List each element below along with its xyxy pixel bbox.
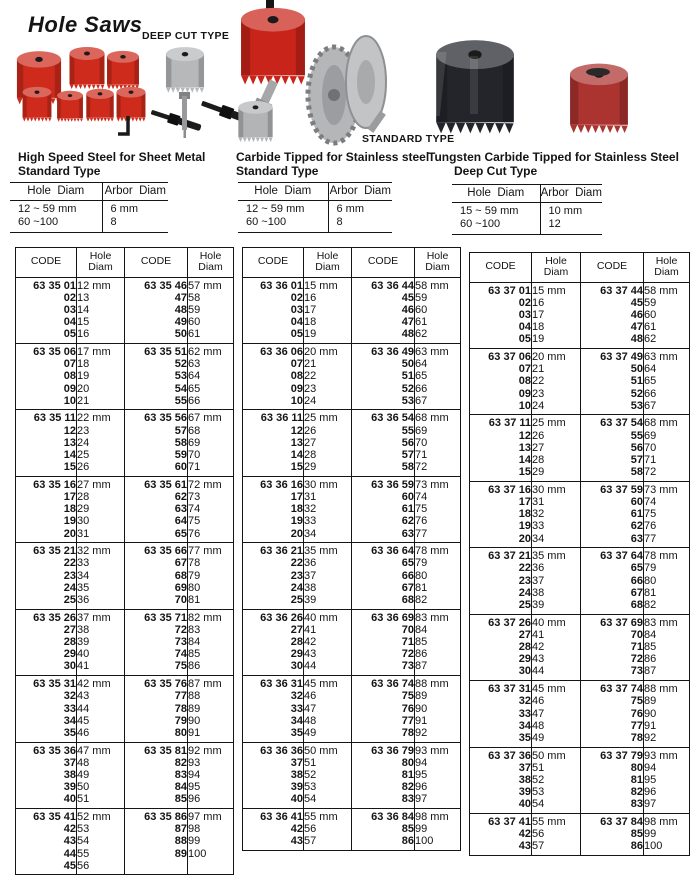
code-cell: 63 36 49 50 51 52 53 [352, 343, 415, 409]
code-group-row [16, 809, 234, 875]
hole-diam-cell: 55 mm 56 57 [304, 809, 352, 851]
code-cell: 63 35 71 72 73 74 75 [125, 609, 188, 675]
hole-diam-cell: 35 mm 36 37 38 39 [304, 543, 352, 609]
spec-table-high-speed-steel [10, 182, 168, 233]
code-cell: 63 36 41 42 43 [243, 809, 304, 851]
column-header-hole-diam: Hole Diam [532, 253, 581, 283]
code-cell: 63 35 46 47 48 49 50 [125, 277, 188, 343]
code-cell: 63 35 56 57 58 59 60 [125, 410, 188, 476]
spec-hole-range-cell: 12 ~ 59 mm 60 ~100 [18, 203, 77, 228]
hole-diam-cell: 45 mm 46 47 48 49 [304, 676, 352, 742]
hole-diam-cell: 77 mm 78 79 80 81 [188, 543, 234, 609]
hole-diam-cell: 78 mm 79 80 81 82 [644, 548, 690, 614]
code-group-row [16, 543, 234, 609]
column-header-hole-diam: Hole Diam [644, 253, 690, 283]
code-cell: 63 35 06 07 08 09 10 [16, 343, 77, 409]
hole-diam-cell: 50 mm 51 52 53 54 [304, 742, 352, 808]
spec-header-arbor-diam: Arbor Diam [102, 183, 168, 201]
code-cell: 63 36 84 85 86 [352, 809, 415, 851]
spec-header-arbor-diam: Arbor Diam [328, 183, 392, 201]
spec-hole-range-cell: 12 ~ 59 mm 60 ~100 [246, 203, 305, 228]
code-group-row [16, 742, 234, 808]
spec-table-carbide-tipped [238, 182, 392, 233]
hole-diam-cell: 88 mm 89 90 91 92 [415, 676, 461, 742]
code-cell: 63 37 36 37 38 39 40 [470, 747, 532, 813]
hole-diam-cell: 68 mm 69 70 71 72 [415, 410, 461, 476]
code-cell: 63 37 21 22 23 24 25 [470, 548, 532, 614]
code-table-block-2 [242, 247, 461, 851]
code-group-row [470, 348, 690, 414]
code-group-row [16, 277, 234, 343]
main-code-table [15, 247, 699, 875]
hole-saw-set-photo [17, 47, 146, 122]
spec-table-tungsten-carbide [452, 184, 602, 235]
hole-diam-cell: 45 mm 46 47 48 49 [532, 681, 581, 747]
dark-red-hole-saw-photo [570, 64, 628, 133]
code-cell: 63 37 59 60 61 62 63 [581, 481, 644, 547]
code-group-row [16, 676, 234, 742]
code-cell: 63 36 69 70 71 72 73 [352, 609, 415, 675]
column-header-hole-diam: Hole Diam [188, 248, 234, 278]
hole-diam-cell: 98 mm 99 100 [644, 814, 690, 856]
code-group-row [16, 410, 234, 476]
code-cell: 63 35 66 67 68 69 70 [125, 543, 188, 609]
hole-diam-cell: 50 mm 51 52 53 54 [532, 747, 581, 813]
spec-header-hole-diam: Hole Diam [452, 185, 540, 203]
column-header-hole-diam: Hole Diam [77, 248, 125, 278]
column-header-code: CODE [243, 248, 304, 278]
hole-diam-cell: 25 mm 26 27 28 29 [532, 415, 581, 481]
column-header-hole-diam: Hole Diam [415, 248, 461, 278]
code-cell: 63 36 16 17 18 19 20 [243, 476, 304, 542]
code-cell: 63 36 26 27 28 29 30 [243, 609, 304, 675]
code-group-row [243, 277, 461, 343]
code-cell: 63 36 79 80 81 82 83 [352, 742, 415, 808]
code-cell: 63 37 31 32 33 34 35 [470, 681, 532, 747]
code-group-row [243, 543, 461, 609]
hole-diam-cell: 47 mm 48 49 50 51 [77, 742, 125, 808]
section-tungsten-carbide [428, 150, 679, 235]
section-title-line1: Tungsten Carbide Tipped for Stainless Steel [428, 150, 679, 164]
hole-diam-cell: 62 mm 63 64 65 66 [188, 343, 234, 409]
code-cell: 63 36 21 22 23 24 25 [243, 543, 304, 609]
code-cell: 63 35 41 42 43 44 45 [16, 809, 77, 875]
code-cell: 63 37 16 17 18 19 20 [470, 481, 532, 547]
code-cell: 63 37 64 65 66 67 68 [581, 548, 644, 614]
code-group-row [470, 282, 690, 348]
code-cell: 63 35 76 77 78 79 80 [125, 676, 188, 742]
hole-diam-cell: 40 mm 41 42 43 44 [304, 609, 352, 675]
code-cell: 63 37 69 70 71 72 73 [581, 614, 644, 680]
hole-diam-cell: 35 mm 36 37 38 39 [532, 548, 581, 614]
hole-diam-cell: 30 mm 31 32 33 34 [532, 481, 581, 547]
code-group-row [470, 681, 690, 747]
code-cell: 63 35 81 82 83 84 85 [125, 742, 188, 808]
code-cell: 63 36 74 75 76 77 78 [352, 676, 415, 742]
code-cell: 63 36 11 12 13 14 15 [243, 410, 304, 476]
hole-diam-cell: 40 mm 41 42 43 44 [532, 614, 581, 680]
hole-diam-cell: 82 mm 83 84 85 86 [188, 609, 234, 675]
code-cell: 63 35 36 37 38 39 40 [16, 742, 77, 808]
column-header-hole-diam: Hole Diam [304, 248, 352, 278]
code-group-row [470, 415, 690, 481]
hole-diam-cell: 73 mm 74 75 76 77 [644, 481, 690, 547]
hole-diam-cell: 52 mm 53 54 55 56 [77, 809, 125, 875]
spec-hole-range-cell: 15 ~ 59 mm 60 ~100 [460, 205, 519, 230]
code-group-row [16, 343, 234, 409]
hole-diam-cell: 57 mm 58 59 60 61 [188, 277, 234, 343]
code-cell: 63 37 11 12 13 14 15 [470, 415, 532, 481]
hole-diam-cell: 20 mm 21 22 23 24 [304, 343, 352, 409]
code-group-row [470, 548, 690, 614]
code-cell: 63 37 01 02 03 04 05 [470, 282, 532, 348]
hole-diam-cell: 15 mm 16 17 18 19 [304, 277, 352, 343]
hole-diam-cell: 88 mm 89 90 91 92 [644, 681, 690, 747]
section-title-line2: Standard Type [236, 164, 319, 178]
hole-diam-cell: 78 mm 79 80 81 82 [415, 543, 461, 609]
column-header-code: CODE [352, 248, 415, 278]
section-title [236, 150, 429, 178]
hole-diam-cell: 63 mm 64 65 66 67 [415, 343, 461, 409]
hole-diam-cell: 22 mm 23 24 25 26 [77, 410, 125, 476]
code-group-row [470, 747, 690, 813]
hole-diam-cell: 98 mm 99 100 [415, 809, 461, 851]
hole-diam-cell: 55 mm 56 57 [532, 814, 581, 856]
spec-header-hole-diam: Hole Diam [10, 183, 102, 201]
code-cell: 63 36 06 07 08 09 10 [243, 343, 304, 409]
code-cell: 63 36 31 32 33 34 35 [243, 676, 304, 742]
hole-diam-cell: 63 mm 64 65 66 67 [644, 348, 690, 414]
standard-type-label: STANDARD TYPE [362, 133, 455, 145]
hole-diam-cell: 15 mm 16 17 18 19 [532, 282, 581, 348]
hole-diam-cell: 93 mm 94 95 96 97 [415, 742, 461, 808]
code-cell: 63 37 74 75 76 77 78 [581, 681, 644, 747]
code-cell: 63 37 44 45 46 47 48 [581, 282, 644, 348]
code-cell: 63 37 06 07 08 09 10 [470, 348, 532, 414]
code-group-row [470, 614, 690, 680]
code-table-block-1 [15, 247, 234, 875]
spec-arbor-cell: 10 mm 12 [540, 203, 602, 235]
section-high-speed-steel [10, 150, 205, 233]
hole-diam-cell: 20 mm 21 22 23 24 [532, 348, 581, 414]
code-cell: 63 35 51 52 53 54 55 [125, 343, 188, 409]
code-cell: 63 37 54 55 56 57 58 [581, 415, 644, 481]
section-title-line1: Carbide Tipped for Stainless steel [236, 150, 430, 164]
hole-diam-cell: 67 mm 68 69 70 71 [188, 410, 234, 476]
code-cell: 63 35 21 22 23 24 25 [16, 543, 77, 609]
code-cell: 63 37 41 42 43 [470, 814, 532, 856]
section-title [428, 150, 679, 178]
spec-arbor-cell: 6 mm 8 [102, 201, 168, 233]
spec-arbor-cell: 6 mm 8 [328, 201, 392, 233]
hole-diam-cell: 12 mm 13 14 15 16 [77, 277, 125, 343]
code-group-row [16, 476, 234, 542]
code-group-row [470, 481, 690, 547]
hole-diam-cell: 73 mm 74 75 76 77 [415, 476, 461, 542]
code-group-row [16, 609, 234, 675]
hole-diam-cell: 25 mm 26 27 28 29 [304, 410, 352, 476]
code-cell: 63 36 36 37 38 39 40 [243, 742, 304, 808]
spec-header-arbor-diam: Arbor Diam [540, 185, 602, 203]
column-header-code: CODE [581, 253, 644, 283]
column-header-code: CODE [16, 248, 77, 278]
hole-diam-cell: 27 mm 28 29 30 31 [77, 476, 125, 542]
code-cell: 63 37 49 50 51 52 53 [581, 348, 644, 414]
code-group-row [243, 742, 461, 808]
hole-diam-cell: 58 mm 59 60 61 62 [415, 277, 461, 343]
code-group-row [243, 410, 461, 476]
section-carbide-tipped [234, 150, 429, 233]
section-title-line2: Standard Type [18, 164, 101, 178]
code-cell: 63 36 64 65 66 67 68 [352, 543, 415, 609]
hole-diam-cell: 30 mm 31 32 33 34 [304, 476, 352, 542]
page-title: Hole Saws [28, 12, 143, 37]
code-cell: 63 35 86 87 88 89 [125, 809, 188, 875]
hole-diam-cell: 97 mm 98 99 100 [188, 809, 234, 875]
code-group-row [243, 343, 461, 409]
code-cell: 63 37 26 27 28 29 30 [470, 614, 532, 680]
code-cell: 63 36 54 55 56 57 58 [352, 410, 415, 476]
hole-diam-cell: 83 mm 84 85 86 87 [415, 609, 461, 675]
code-cell: 63 36 59 60 61 62 63 [352, 476, 415, 542]
code-group-row [243, 676, 461, 742]
code-cell: 63 35 26 27 28 29 30 [16, 609, 77, 675]
hole-diam-cell: 87 mm 88 89 90 91 [188, 676, 234, 742]
code-cell: 63 37 79 80 81 82 83 [581, 747, 644, 813]
code-cell: 63 35 01 02 03 04 05 [16, 277, 77, 343]
code-cell: 63 35 61 62 63 64 65 [125, 476, 188, 542]
photo-area [0, 0, 699, 243]
code-table-block-3 [469, 252, 690, 856]
code-group-row [243, 809, 461, 851]
hole-diam-cell: 83 mm 84 85 86 87 [644, 614, 690, 680]
code-group-row [243, 476, 461, 542]
column-header-code: CODE [125, 248, 188, 278]
code-cell: 63 36 01 02 03 04 05 [243, 277, 304, 343]
section-title-line1: High Speed Steel for Sheet Metal [18, 150, 206, 164]
hole-diam-cell: 32 mm 33 34 35 36 [77, 543, 125, 609]
section-title-line2: Deep Cut Type [454, 164, 538, 178]
code-cell: 63 35 16 17 18 19 20 [16, 476, 77, 542]
code-cell: 63 35 11 12 13 14 15 [16, 410, 77, 476]
red-hole-saw-arbor-photo [241, 0, 305, 85]
black-hole-saw-photo [426, 40, 514, 133]
code-cell: 63 35 31 32 33 34 35 [16, 676, 77, 742]
carbide-tipped-cutter-photo [238, 78, 281, 142]
deep-cut-type-label: DEEP CUT TYPE [142, 30, 230, 42]
code-cell: 63 37 84 85 86 [581, 814, 644, 856]
hole-diam-cell: 58 mm 59 60 61 62 [644, 282, 690, 348]
code-cell: 63 36 44 45 46 47 48 [352, 277, 415, 343]
section-title [18, 150, 205, 178]
hole-diam-cell: 92 mm 93 94 95 96 [188, 742, 234, 808]
hole-diam-cell: 72 mm 73 74 75 76 [188, 476, 234, 542]
spec-header-hole-diam: Hole Diam [238, 183, 328, 201]
column-header-code: CODE [470, 253, 532, 283]
hole-diam-cell: 17 mm 18 19 20 21 [77, 343, 125, 409]
hole-diam-cell: 37 mm 38 39 40 41 [77, 609, 125, 675]
hole-diam-cell: 93 mm 94 95 96 97 [644, 747, 690, 813]
code-group-row [470, 814, 690, 856]
hole-diam-cell: 42 mm 43 44 45 46 [77, 676, 125, 742]
hole-diam-cell: 68 mm 69 70 71 72 [644, 415, 690, 481]
code-group-row [243, 609, 461, 675]
